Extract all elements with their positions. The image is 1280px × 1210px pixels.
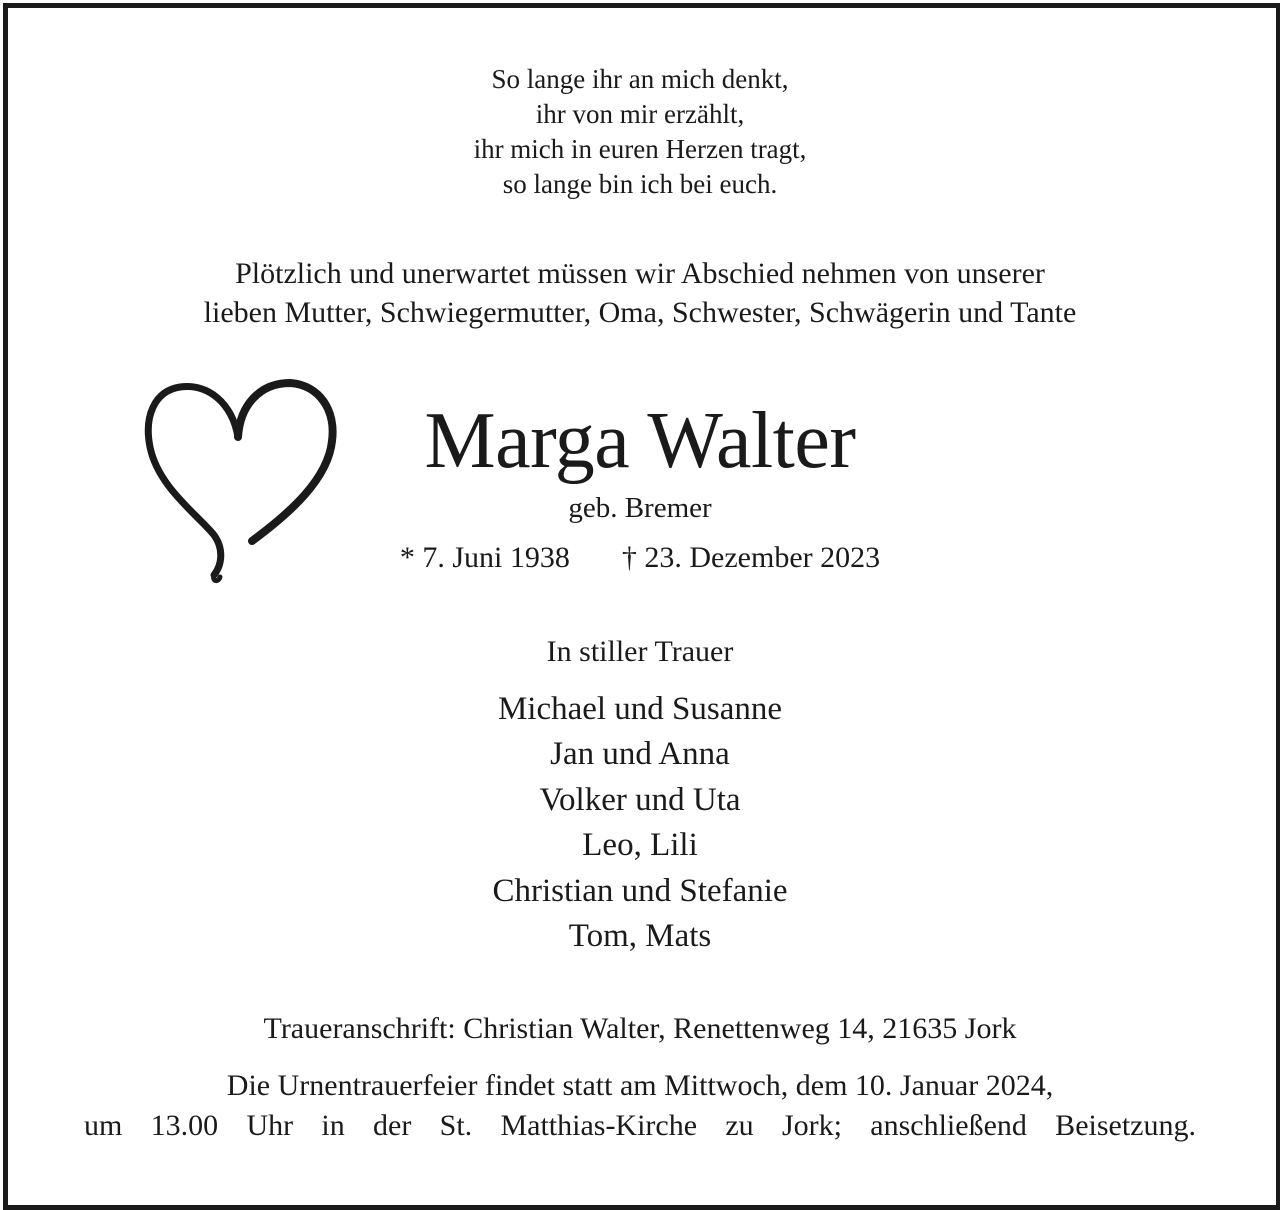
service-line-2: um 13.00 Uhr in der St. Matthias-Kirche zu Jork; anschließend Beisetzung. [84, 1109, 1196, 1142]
mourning-address: Traueranschrift: Christian Walter, Renettenweg 14, 21635 Jork [263, 1012, 1017, 1045]
deceased-name: Marga Walter [424, 397, 856, 485]
service-line-1: Die Urnentrauerfeier findet statt am Mittwoch, dem 10. Januar 2024, [226, 1069, 1054, 1102]
poem-line: ihr mich in euren Herzen tragt, [473, 134, 807, 164]
mourner-entry: Michael und Susanne [497, 691, 783, 727]
intro-line: lieben Mutter, Schwiegermutter, Oma, Schwester, Schwägerin und Tante [203, 296, 1077, 329]
mourner-entry: Christian und Stefanie [492, 872, 788, 909]
life-dates [0, 539, 1280, 577]
mourners-list [0, 687, 1280, 959]
mourner-entry: Tom, Mats [568, 918, 712, 955]
mourner-entry: Volker und Uta [539, 781, 741, 818]
intro-text [0, 254, 1280, 332]
poem-line: so lange bin ich bei euch. [502, 169, 778, 199]
maiden-name: geb. Bremer [568, 492, 712, 524]
poem-line: ihr von mir erzählt, [535, 99, 745, 129]
poem-line: So lange ihr an mich denkt, [491, 64, 789, 94]
mourner-entry: Jan und Anna [550, 736, 730, 773]
intro-line: Plötzlich und unerwartet müssen wir Abschied nehmen von unserer [235, 257, 1045, 290]
mourning-heading: In stiller Trauer [546, 635, 734, 668]
poem [0, 62, 1280, 202]
death-date: † 23. Dezember 2023 [621, 541, 881, 574]
birth-date: * 7. Juni 1938 [399, 541, 570, 574]
mourner-entry: Leo, Lili [582, 827, 698, 864]
